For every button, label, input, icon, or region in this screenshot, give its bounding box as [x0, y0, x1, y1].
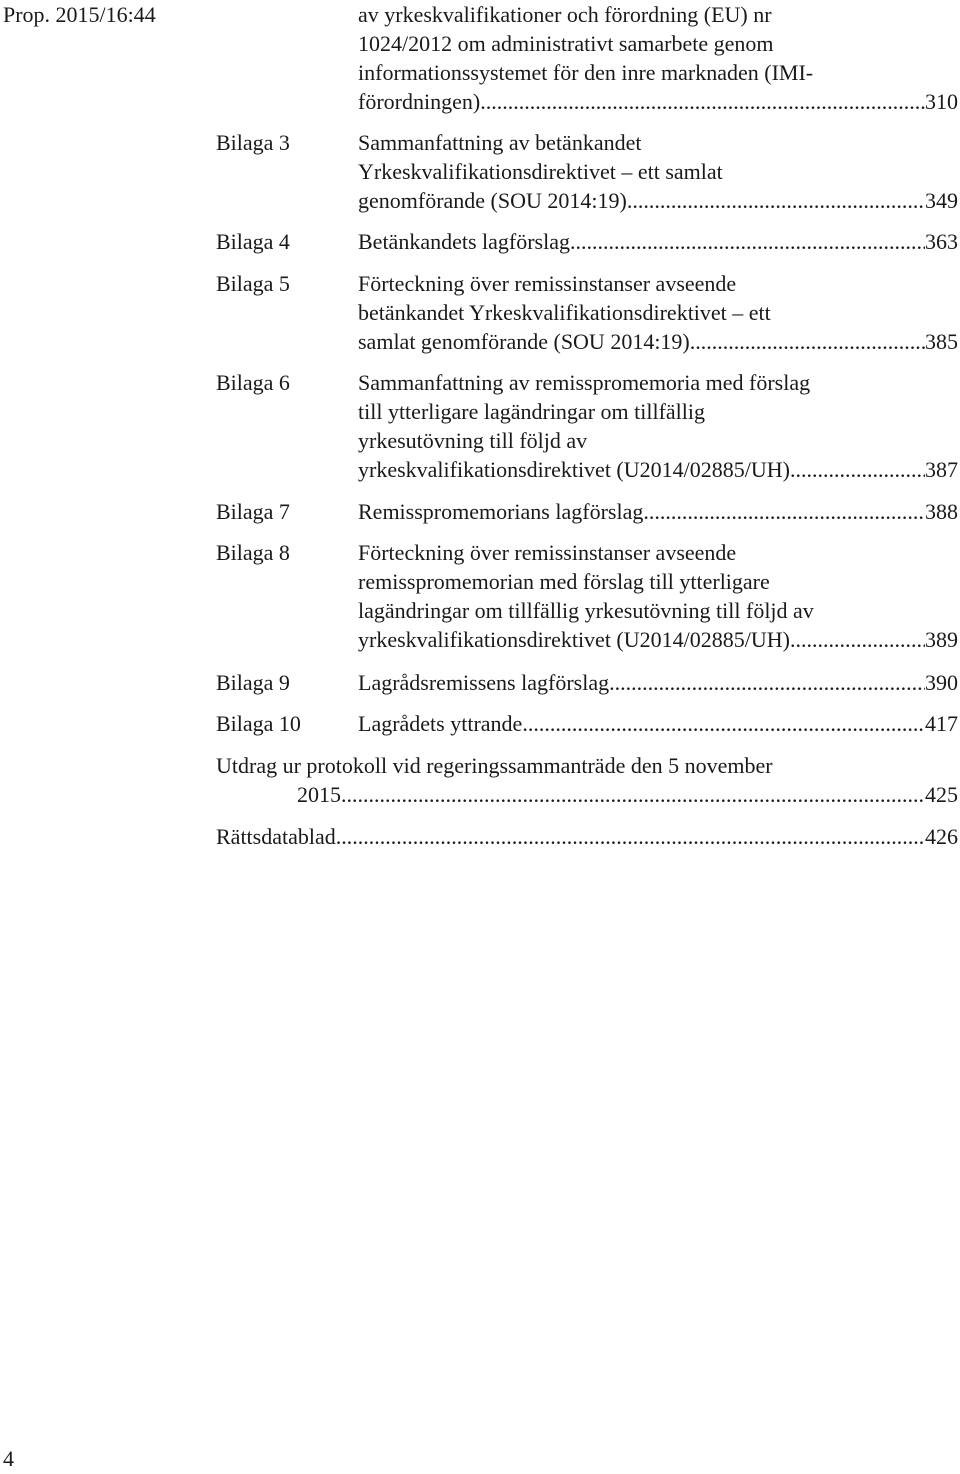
- toc-protocol-year: 2015: [297, 782, 341, 807]
- toc-entry-text: av yrkeskvalifikationer och förordning (EU) nr: [358, 2, 772, 27]
- toc-page-number: 388: [925, 499, 958, 524]
- toc-page-number: 389: [925, 627, 958, 652]
- toc-entry-leader[interactable]: [358, 709, 958, 738]
- dot-leader: [341, 780, 925, 809]
- toc-entry-leader[interactable]: [358, 455, 958, 484]
- toc-entry-leader[interactable]: [358, 327, 958, 356]
- dot-leader: [690, 327, 925, 356]
- toc-entry-text: Sammanfattning av betänkandet: [358, 130, 642, 155]
- toc-page-number: 426: [925, 824, 958, 849]
- toc-label-bilaga-4: Bilaga 4: [216, 229, 290, 254]
- toc-entry-leader[interactable]: [358, 186, 958, 215]
- toc-page-number: 310: [925, 89, 958, 114]
- toc-page-number: 417: [925, 711, 958, 736]
- toc-entry-text: genomförande (SOU 2014:19): [358, 188, 627, 213]
- toc-label-bilaga-10: Bilaga 10: [216, 711, 301, 736]
- toc-label-bilaga-7: Bilaga 7: [216, 499, 290, 524]
- toc-entry-text: yrkesutövning till följd av: [358, 428, 588, 453]
- toc-label-bilaga-5: Bilaga 5: [216, 271, 290, 296]
- toc-entry-text: lagändringar om tillfällig yrkesutövning till följd av: [358, 598, 814, 623]
- toc-entry-text: samlat genomförande (SOU 2014:19): [358, 329, 690, 354]
- dot-leader: [643, 497, 925, 526]
- toc-entry-leader[interactable]: [358, 497, 958, 526]
- toc-entry-text: Betänkandets lagförslag: [358, 229, 570, 254]
- toc-entry-text: Sammanfattning av remisspromemoria med förslag: [358, 370, 811, 395]
- toc-entry-text: Förteckning över remissinstanser avseende: [358, 540, 737, 565]
- toc-entry-text: yrkeskvalifikationsdirektivet (U2014/02885/UH): [358, 627, 790, 652]
- toc-entry-text: betänkandet Yrkeskvalifikationsdirektivet – ett: [358, 300, 771, 325]
- dot-leader: [627, 186, 925, 215]
- toc-entry-text: informationssystemet för den inre marknaden (IMI-: [358, 60, 814, 85]
- toc-entry-leader[interactable]: [358, 625, 958, 654]
- toc-label-bilaga-3: Bilaga 3: [216, 130, 290, 155]
- toc-entry-text: yrkeskvalifikationsdirektivet (U2014/02885/UH): [358, 457, 790, 482]
- toc-label-bilaga-6: Bilaga 6: [216, 370, 290, 395]
- toc-entry-leader[interactable]: [358, 668, 958, 697]
- toc-entry-leader[interactable]: [358, 87, 958, 116]
- toc-entry-text: Lagrådsremissens lagförslag: [358, 670, 610, 695]
- dot-leader: [336, 822, 925, 851]
- toc-page-number: 425: [925, 782, 958, 807]
- toc-entry-text: Yrkeskvalifikationsdirektivet – ett samlat: [358, 159, 723, 184]
- toc-entry-text: till ytterligare lagändringar om tillfällig: [358, 399, 706, 424]
- toc-page-number: 363: [925, 229, 958, 254]
- toc-page-number: 390: [925, 670, 958, 695]
- toc-entry-text: Lagrådets yttrande: [358, 711, 523, 736]
- toc-page-number: 387: [925, 457, 958, 482]
- toc-entry-leader[interactable]: [297, 780, 958, 809]
- dot-leader: [790, 625, 925, 654]
- toc-entry-leader[interactable]: [216, 822, 958, 851]
- toc-page-number: 385: [925, 329, 958, 354]
- page-number: 4: [3, 1446, 14, 1471]
- toc-entry-text: remisspromemorian med förslag till ytterligare: [358, 569, 770, 594]
- toc-entry-text: Remisspromemorians lagförslag: [358, 499, 644, 524]
- toc-entry-leader[interactable]: [358, 227, 958, 256]
- dot-leader: [480, 87, 925, 116]
- dot-leader: [522, 709, 925, 738]
- toc-label-bilaga-9: Bilaga 9: [216, 670, 290, 695]
- toc-entry-text: 1024/2012 om administrativt samarbete genom: [358, 31, 774, 56]
- dot-leader: [609, 668, 925, 697]
- dot-leader: [790, 455, 925, 484]
- toc-page-number: 349: [925, 188, 958, 213]
- toc-protocol-text: Utdrag ur protokoll vid regeringssammanträde den 5 november: [216, 753, 773, 778]
- toc-entry-text: Förteckning över remissinstanser avseende: [358, 271, 737, 296]
- toc-rattsdatablad-text: Rättsdatablad: [216, 824, 336, 849]
- dot-leader: [570, 227, 925, 256]
- toc-label-bilaga-8: Bilaga 8: [216, 540, 290, 565]
- proposition-reference: Prop. 2015/16:44: [3, 2, 156, 27]
- toc-entry-text: förordningen): [358, 89, 481, 114]
